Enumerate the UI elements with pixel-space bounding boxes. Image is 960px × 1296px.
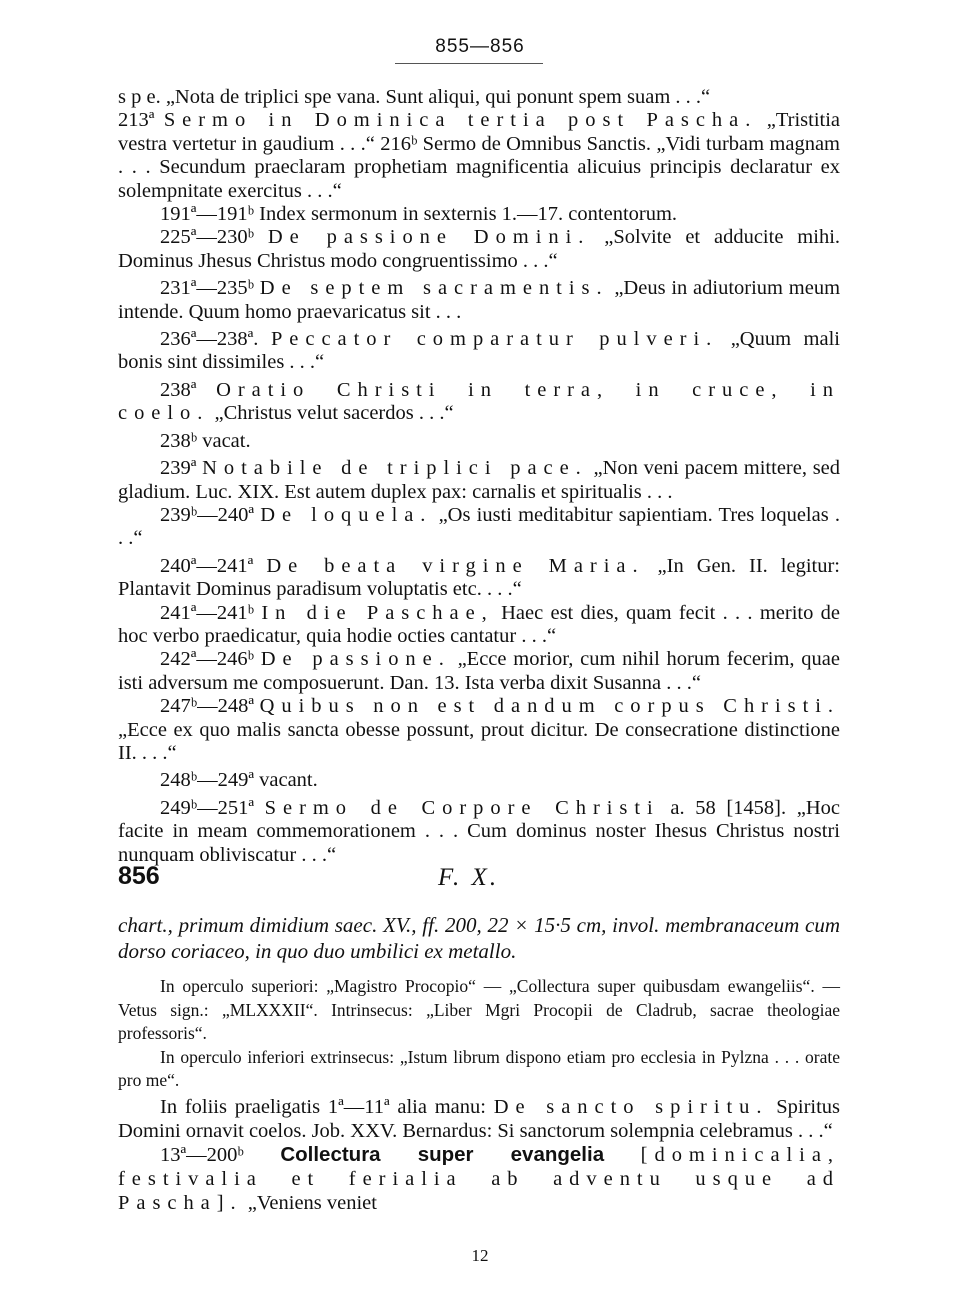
entry: 236ª—238ª. Peccator comparatur pulveri. „Quum mali bonis sint dissimiles . . .“: [118, 328, 840, 374]
entry: 238ᵇ vacat.: [160, 429, 251, 452]
entry: 249ᵇ—251ª Sermo de Corpore Christi a. 58 [1458]. „Hoc facite in meam commemorationem . . . Cum dominus noster Ihesus Christus nostri nunquam obliviscatur . . .“: [118, 796, 840, 866]
entry: 239ª Notabile de triplici pace. „Non veni pacem mittere, sed gladium. Luc. XIX. Est autem duplex pax: carnalis et spiritualis . . .: [118, 457, 841, 503]
entry: 238ª Oratio Christi in terra, in cruce, in coelo. „Christus velut sacerdos . . .“: [118, 378, 841, 425]
header-rule: [395, 63, 543, 64]
entry: 231ª—235ᵇ De septem sacramentis. „Deus in adiutorium meum intende. Quum homo praevaricatus sit . . .: [118, 277, 841, 323]
entry: 242ª—246ᵇ De passione. „Ecce morior, cum nihil horum fecerim, quae isti adversum me composuerunt. Dan. 13. Ista verba dixit Susanna . . .“: [118, 648, 840, 694]
entry: 225ª—230ᵇ De passione Domini. „Solvite et adducite mihi. Dominus Jhesus Christus modo congruentissimo . . .“: [118, 226, 841, 272]
entry: 213ª Sermo in Dominica tertia post Pascha. „Tristitia vestra vertetur in gaudium . . .“ 216ᵇ Sermo de Omnibus Sanctis. „Vidi turbam magnam . . . Secundum praeclaram prophetiam magnificentia alicuius principis declaratur ex solempnitate exercitus . . .“: [118, 109, 841, 202]
note: In operculo superiori: „Magistro Procopio“ — „Collectura super quibusdam ewangeliis“. — Vetus sign.: „MLXXXII“. Intrinsecus: „Liber Mgri Procopii de Cladrub, sacrae theologiae professoris“.: [118, 976, 840, 1044]
record-contents: [118, 1095, 840, 1215]
entry: 241ª—241ᵇ In die Paschae, Haec est dies, quam fecit . . . merito de hoc verbo praedicatur, quia hodie octies cantatur . . .“: [118, 601, 841, 647]
record-signature: F. X.: [438, 864, 500, 891]
page-number: 12: [471, 1246, 489, 1265]
record-notes: [118, 975, 840, 1093]
content-paragraph: 13ª—200ᵇ Collectura super evangelia [dominicalia, festivalia et ferialia ab adventu usque ad Pascha]. „Veniens veniet: [118, 1143, 841, 1214]
entry: 240ª—241ª De beata virgine Maria. „In Gen. II. legitur: Plantavit Dominus paradisum voluptatis etc. . . .“: [118, 554, 840, 601]
record-number: 856: [118, 862, 160, 890]
entry: s p e. „Nota de triplici spe vana. Sunt aliqui, qui ponunt spem suam . . .“: [118, 86, 711, 108]
entry: 247ᵇ—248ª Quibus non est dandum corpus Christi. „Ecce ex quo malis sancta obesse possunt, prout dicitur. De consecratione distinctione II. . . .“: [118, 695, 841, 764]
note: In operculo inferiori extrinsecus: „Istum librum dispono etiam pro ecclesia in Pylzna . . . orate pro me“.: [118, 1046, 840, 1091]
entries-list: [118, 86, 840, 867]
running-header: 855—856: [435, 36, 525, 57]
entry: 239ᵇ—240ª De loquela. „Os iusti meditabitur sapientiam. Tres loquelas . . .“: [118, 503, 841, 550]
content-paragraph: In foliis praeligatis 1ª—11ª alia manu: De sancto spiritu. Spiritus Domini ornavit coelos. Job. XXV. Bernardus: Si sanctorum solempnia celebramus . . .“: [118, 1096, 841, 1142]
entry: 248ᵇ—249ª vacant.: [160, 769, 318, 792]
record-description: chart., primum dimidium saec. XV., ff. 200, 22 × 15·5 cm, invol. membranaceum cum dorso coriaceo, in quo duo umbilici ex metallo.: [118, 913, 840, 963]
entry: 191ª—191ᵇ Index sermonum in sexternis 1.—17. contentorum.: [160, 203, 678, 226]
